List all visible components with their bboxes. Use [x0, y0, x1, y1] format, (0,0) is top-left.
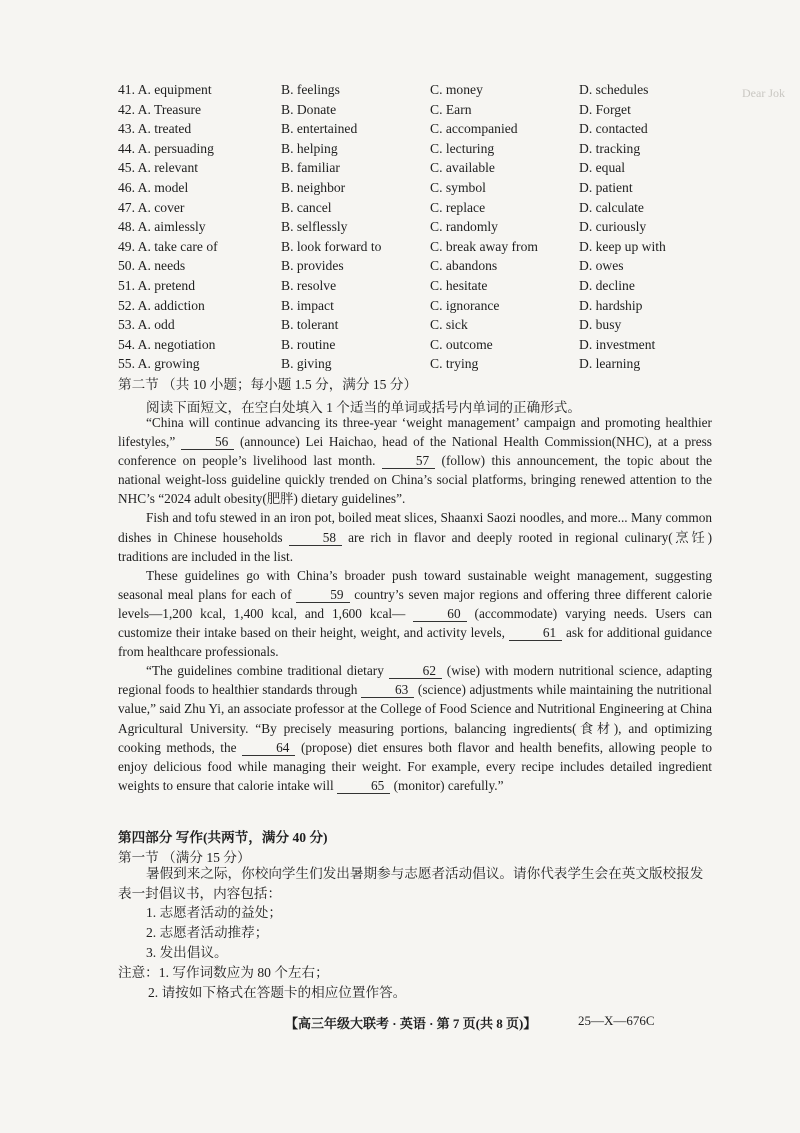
passage-text: (accommodate) varying needs. Users can customize their intake based on their height, weight, and activity levels, — [118, 605, 712, 641]
option-c: C. trying — [430, 356, 479, 372]
cloze-passage — [118, 413, 712, 795]
option-a: 44. A. persuading — [118, 140, 214, 156]
section2-title: 第二节 （共 10 小题；每小题 1.5 分，满分 15 分） — [118, 377, 418, 392]
option-b: B. feelings — [281, 82, 340, 97]
option-row — [118, 139, 718, 159]
blank-64: 64 — [242, 740, 295, 756]
option-b: B. routine — [281, 336, 336, 352]
requirement-item: 3. 发出倡议。 — [146, 944, 228, 960]
exam-code: 25—X—676C — [578, 1013, 655, 1028]
section2-instruction: 阅读下面短文，在空白处填入 1 个适当的单词或括号内单词的正确形式。 — [146, 400, 581, 415]
blank-60: 60 — [413, 606, 466, 622]
option-b: B. giving — [281, 356, 332, 372]
option-row — [118, 315, 718, 335]
option-b: B. helping — [281, 140, 338, 156]
option-d: D. schedules — [579, 82, 649, 97]
option-c: C. hesitate — [430, 277, 488, 293]
option-row — [118, 158, 718, 178]
option-b: B. entertained — [281, 121, 358, 137]
option-a: 52. A. addiction — [118, 297, 205, 313]
option-c: C. accompanied — [430, 121, 518, 137]
option-c: C. sick — [430, 317, 468, 333]
note-item: 2. 请按如下格式在答题卡的相应位置作答。 — [148, 984, 407, 1000]
option-b: B. cancel — [281, 199, 332, 215]
option-row — [118, 256, 718, 276]
options-table — [118, 80, 718, 374]
part4-title: 第四部分 写作(共两节，满分 40 分) — [118, 830, 328, 845]
option-b: B. impact — [281, 297, 334, 313]
option-d: D. Forget — [579, 101, 631, 117]
option-row — [118, 80, 718, 100]
option-a: 49. A. take care of — [118, 238, 218, 254]
option-d: D. decline — [579, 277, 635, 293]
option-row — [118, 100, 718, 120]
option-d: D. busy — [579, 317, 622, 333]
option-a: 42. A. Treasure — [118, 101, 202, 117]
writing-notes — [118, 963, 406, 1003]
option-row — [118, 217, 718, 237]
option-c: C. symbol — [430, 179, 486, 195]
passage-paragraph — [118, 661, 712, 795]
option-c: C. money — [430, 82, 483, 97]
passage-text: (wise) with modern nutritional science, adapting regional foods to healthier standards through — [118, 663, 712, 698]
option-d: D. tracking — [579, 140, 641, 156]
option-a: 54. A. negotiation — [118, 336, 216, 352]
option-row — [118, 119, 718, 139]
blank-56: 56 — [181, 434, 234, 450]
passage-text: These guidelines go with China’s broader push toward sustainable weight management, suggesting seasonal meal plans for each of — [118, 567, 712, 602]
option-c: C. Earn — [430, 101, 472, 117]
option-row — [118, 296, 718, 316]
bleed-through-text: Dear Jok — [742, 86, 785, 100]
option-b: B. look forward to — [281, 238, 382, 254]
option-c: C. abandons — [430, 258, 498, 274]
option-row — [118, 237, 718, 257]
writing-requirements — [146, 903, 282, 962]
option-a: 43. A. treated — [118, 121, 192, 137]
option-c: C. randomly — [430, 219, 498, 235]
option-c: C. lecturing — [430, 140, 495, 156]
option-d: D. curiously — [579, 219, 647, 235]
requirement-item: 2. 志愿者活动推荐； — [146, 924, 269, 940]
option-d: D. hardship — [579, 297, 643, 313]
blank-59: 59 — [296, 587, 349, 603]
option-a: 48. A. aimlessly — [118, 219, 206, 235]
passage-text: (science) adjustments while maintaining the nutritional value,” said Zhu Yi, an associate professor at the College of Food Science and Nutritional Engineering at China Agricultural University. “By precisely measuring portions, balancing ingredients(食材), and optimizing cooking methods, the — [118, 682, 712, 755]
option-row — [118, 178, 718, 198]
requirement-item: 1. 志愿者活动的益处； — [146, 905, 282, 920]
passage-text: (propose) diet ensures both flavor and health benefits, allowing people to enjoy delicious food while managing their weight. For example, every recipe includes detailed ingredient weights to ensure that calorie intake will — [118, 739, 712, 793]
option-d: D. owes — [579, 258, 624, 274]
option-a: 45. A. relevant — [118, 160, 199, 176]
passage-text: “China will continue advancing its three-year ‘weight management’ campaign and promoting healthier lifestyles,” — [118, 415, 712, 450]
passage-text: (announce) Lei Haichao, head of the National Health Commission(NHC), at a press conference on people’s livelihood last month. — [118, 434, 712, 469]
passage-paragraph — [118, 508, 712, 565]
passage-text: ask for additional guidance from healthcare professionals. — [118, 625, 713, 660]
blank-61: 61 — [509, 625, 562, 641]
option-a: 55. A. growing — [118, 356, 200, 372]
option-a: 41. A. equipment — [118, 82, 212, 97]
option-a: 53. A. odd — [118, 317, 175, 333]
option-a: 51. A. pretend — [118, 277, 196, 293]
option-d: D. calculate — [579, 199, 644, 215]
option-a: 47. A. cover — [118, 199, 185, 215]
passage-text: Fish and tofu stewed in an iron pot, boiled meat slices, Shaanxi Saozi noodles, and more... Many common dishes in Chinese households — [118, 510, 712, 545]
option-row — [118, 276, 718, 296]
passage-paragraph — [118, 566, 712, 661]
option-d: D. keep up with — [579, 238, 666, 254]
option-b: B. resolve — [281, 277, 337, 293]
option-c: C. available — [430, 160, 495, 176]
passage-text: are rich in flavor and deeply rooted in regional culinary(烹饪) traditions are included in the list. — [118, 529, 713, 564]
option-b: B. selflessly — [281, 219, 348, 235]
part4-section1-title: 第一节 （满分 15 分） — [118, 850, 251, 865]
option-c: C. ignorance — [430, 297, 500, 313]
option-d: D. patient — [579, 179, 633, 195]
footer-title: 【高三年级大联考 · 英语 · 第 7 页(共 8 页)】 — [285, 1016, 537, 1031]
option-d: D. investment — [579, 336, 656, 352]
option-row — [118, 198, 718, 218]
passage-text: country’s seven major regions and offering three different calorie levels—1,200 kcal, 1,400 kcal, and 1,600 kcal— — [118, 586, 713, 621]
note-item: 注意：1. 写作词数应为 80 个左右； — [118, 965, 329, 980]
option-a: 50. A. needs — [118, 258, 186, 274]
option-b: B. familiar — [281, 160, 340, 176]
option-d: D. learning — [579, 356, 641, 372]
option-c: C. break away from — [430, 238, 538, 254]
option-b: B. Donate — [281, 101, 337, 117]
option-b: B. tolerant — [281, 317, 339, 333]
option-d: D. contacted — [579, 121, 648, 137]
option-c: C. replace — [430, 199, 486, 215]
blank-62: 62 — [389, 663, 442, 679]
option-row — [118, 335, 718, 355]
blank-57: 57 — [382, 453, 435, 469]
option-d: D. equal — [579, 160, 626, 176]
option-b: B. neighbor — [281, 179, 346, 195]
writing-task: 暑假到来之际，你校向学生们发出暑期参与志愿者活动倡议。请你代表学生会在英文版校报发表一封倡议书，内容包括： — [118, 866, 704, 901]
passage-text: (follow) this announcement, the topic about the national weight-loss guideline quickly trended on China’s social platforms, bringing renewed attention to the NHC’s “2024 adult obesity(肥胖) dietary guidelines”. — [118, 453, 712, 507]
blank-58: 58 — [289, 530, 342, 546]
passage-paragraph — [118, 413, 712, 508]
blank-65: 65 — [337, 778, 390, 794]
passage-text: (monitor) carefully.” — [393, 777, 504, 793]
passage-text: “The guidelines combine traditional dietary — [146, 663, 384, 679]
option-c: C. outcome — [430, 336, 493, 352]
option-a: 46. A. model — [118, 179, 189, 195]
option-row — [118, 354, 718, 374]
blank-63: 63 — [361, 682, 414, 698]
option-b: B. provides — [281, 258, 344, 274]
